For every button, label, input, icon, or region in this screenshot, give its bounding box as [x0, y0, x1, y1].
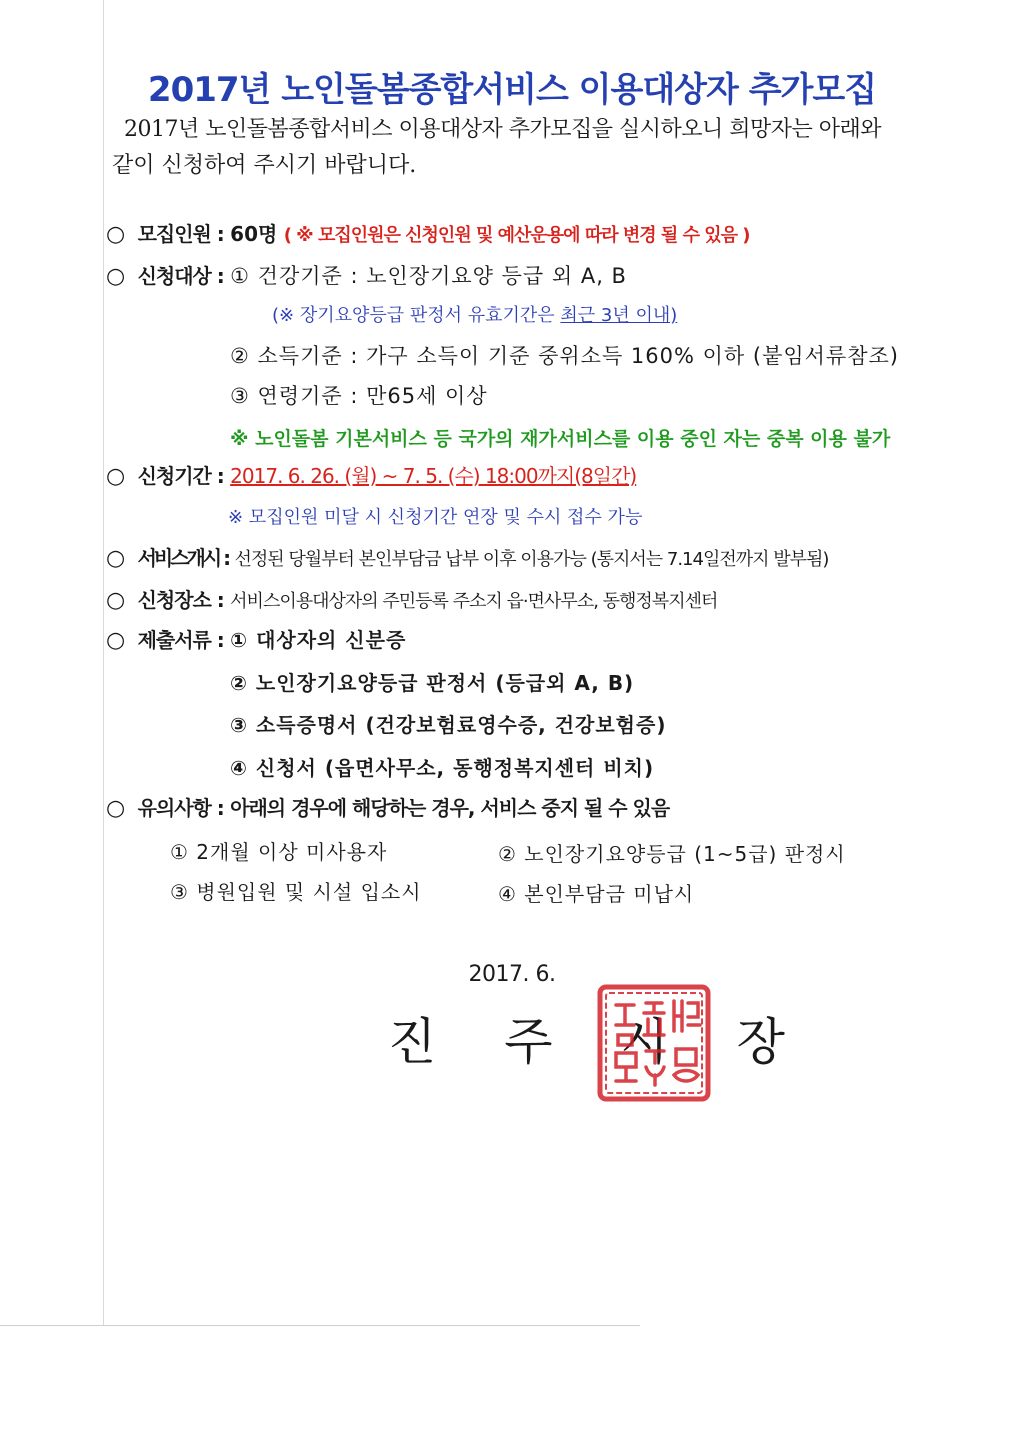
notice-item-2: ② 노인장기요양등급 (1~5급) 판정시 [498, 842, 846, 866]
bullet-circle: ○ [106, 464, 126, 489]
notice-value: 아래의 경우에 해당하는 경우, 서비스 중지 될 수 있음 [230, 796, 670, 820]
documents-item-4: ④ 신청서 (읍면사무소, 동행정복지센터 비치) [230, 756, 655, 780]
recruit-row [106, 218, 750, 247]
target-item-1-note-prefix: (※ 장기요양등급 판정서 유효기간은 [272, 305, 561, 326]
bullet-circle: ○ [106, 796, 126, 821]
start-value: 선정된 당월부터 본인부담금 납부 이후 이용가능 (통지서는 7.14일전까지 발부됨) [234, 549, 829, 570]
period-row [106, 460, 636, 489]
bullet-circle: ○ [106, 628, 126, 653]
place-value: 서비스이용대상자의 주민등록 주소지 읍·면사무소, 동행정복지센터 [230, 591, 718, 612]
target-warning: ※ 노인돌봄 기본서비스 등 국가의 재가서비스를 이용 중인 자는 중복 이용 불가 [230, 428, 891, 450]
notice-item-3: ③ 병원입원 및 시설 입소시 [170, 880, 422, 904]
period-note: ※ 모집인원 미달 시 신청기간 연장 및 수시 접수 가능 [228, 507, 643, 528]
notice-label: 유의사항 : [137, 796, 224, 820]
official-seal-stamp [596, 983, 712, 1103]
target-item-1-note [272, 301, 677, 327]
documents-row [106, 624, 406, 653]
document-title: 2017년 노인돌봄종합서비스 이용대상자 추가모집 [147, 70, 877, 110]
recruit-label: 모집인원 : [137, 222, 224, 246]
period-value: 2017. 6. 26. (월) ~ 7. 5. (수) 18:00까지(8일간) [230, 464, 637, 488]
bullet-circle: ○ [106, 222, 126, 247]
period-label: 신청기간 : [137, 464, 224, 488]
documents-item-2: ② 노인장기요양등급 판정서 (등급외 A, B) [230, 671, 635, 695]
intro-paragraph [112, 112, 972, 184]
documents-item-3: ③ 소득증명서 (건강보험료영수증, 건강보험증) [230, 713, 667, 737]
start-label: 서비스개시 : [137, 546, 229, 570]
place-label: 신청장소 : [137, 588, 224, 612]
target-item-3: ③ 연령기준 : 만65세 이상 [230, 384, 488, 408]
documents-label: 제출서류 : [137, 628, 224, 652]
issue-date: 2017. 6. [468, 962, 556, 987]
target-label: 신청대상 : [137, 264, 224, 288]
target-item-1: ① 건강기준 : 노인장기요양 등급 외 A, B [230, 264, 627, 288]
intro-line-2: 같이 신청하여 주시기 바랍니다. [112, 153, 417, 178]
bullet-circle: ○ [106, 588, 126, 613]
scan-bottom-line [0, 1325, 640, 1326]
target-item-1-note-underlined: 최근 3년 이내) [560, 305, 678, 326]
notice-item-4: ④ 본인부담금 미납시 [498, 882, 695, 906]
bullet-circle: ○ [106, 546, 126, 571]
notice-item-1: ① 2개월 이상 미사용자 [170, 840, 388, 864]
scan-edge-line [103, 0, 104, 1325]
documents-item-1: ① 대상자의 신분증 [230, 628, 407, 652]
target-item-2: ② 소득기준 : 가구 소득이 기준 중위소득 160% 이하 (붙임서류참조) [230, 344, 899, 368]
start-row [106, 542, 828, 571]
bullet-circle: ○ [106, 264, 126, 289]
intro-line-1: 2017년 노인돌봄종합서비스 이용대상자 추가모집을 실시하오니 희망자는 아래와 [124, 117, 882, 142]
recruit-value: 60명 [230, 222, 278, 246]
notice-row [106, 792, 669, 821]
recruit-note: ( ※ 모집인원은 신청인원 및 예산운용에 따라 변경 될 수 있음 ) [283, 225, 750, 246]
place-row [106, 584, 717, 613]
target-row [106, 260, 627, 290]
signer-name: 진 주 시 장 [388, 1013, 811, 1071]
